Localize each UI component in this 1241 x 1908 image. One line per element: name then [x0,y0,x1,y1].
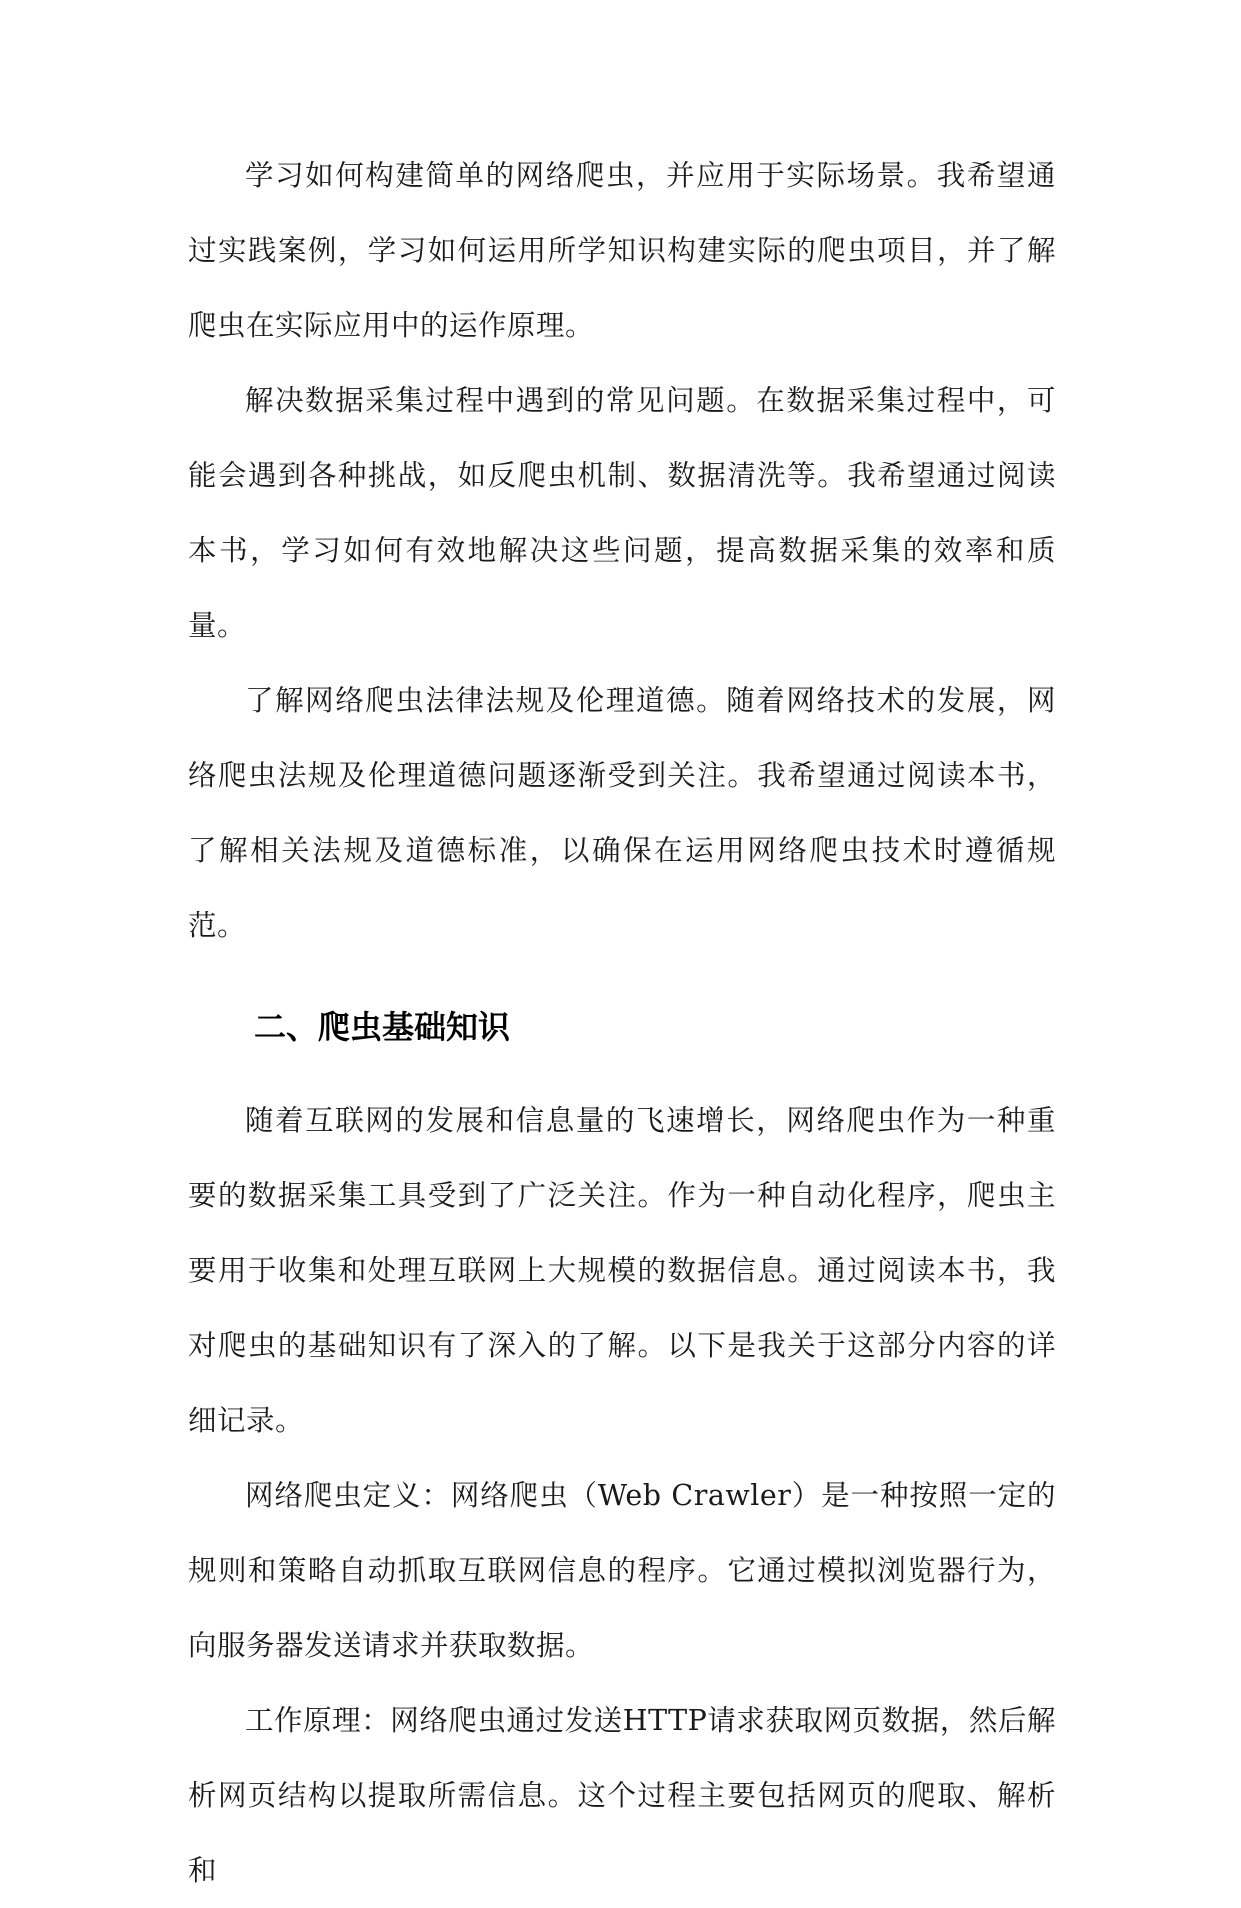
paragraph-solve-collection-problems: 解决数据采集过程中遇到的常见问题。在数据采集过程中，可能会遇到各种挑战，如反爬虫机制、数据清洗等。我希望通过阅读本书，学习如何有效地解决这些问题，提高数据采集的效率和质量。 [188,384,1056,642]
paragraph-crawler-intro: 随着互联网的发展和信息量的飞速增长，网络爬虫作为一种重要的数据采集工具受到了广泛关注。作为一种自动化程序，爬虫主要用于收集和处理互联网上大规模的数据信息。通过阅读本书，我对爬虫的基础知识有了深入的了解。以下是我关于这部分内容的详细记录。 [188,1104,1056,1437]
paragraph-crawler-definition: 网络爬虫定义：网络爬虫（Web Crawler）是一种按照一定的规则和策略自动抓取互联网信息的程序。它通过模拟浏览器行为，向服务器发送请求并获取数据。 [188,1479,1056,1662]
paragraph-law-and-ethics: 了解网络爬虫法律法规及伦理道德。随着网络技术的发展，网络爬虫法规及伦理道德问题逐渐受到关注。我希望通过阅读本书，了解相关法规及道德标准，以确保在运用网络爬虫技术时遵循规范。 [188,684,1056,942]
section-heading: 二、爬虫基础知识 [254,1008,511,1046]
paragraph-learn-build-crawler: 学习如何构建简单的网络爬虫，并应用于实际场景。我希望通过实践案例，学习如何运用所学知识构建实际的爬虫项目，并了解爬虫在实际应用中的运作原理。 [188,159,1056,342]
document-body [188,138,1056,1908]
paragraph-working-principle: 工作原理：网络爬虫通过发送HTTP请求获取网页数据，然后解析网页结构以提取所需信息。这个过程主要包括网页的爬取、解析和 [188,1704,1056,1887]
